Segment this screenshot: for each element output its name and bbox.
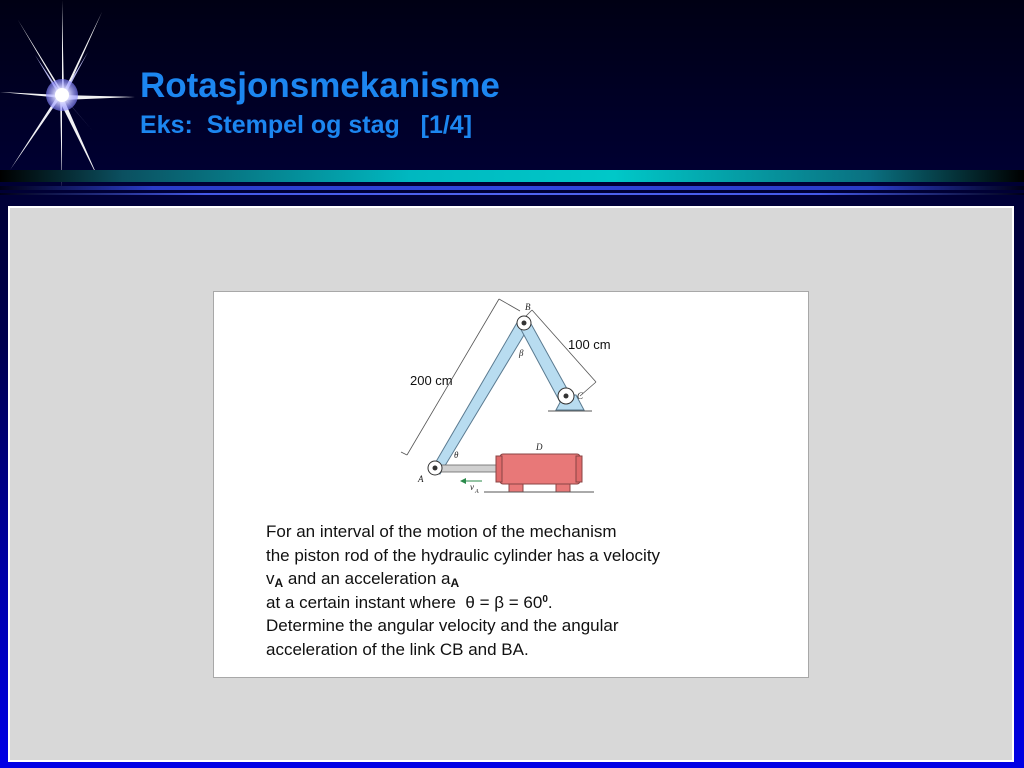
mechanism-diagram xyxy=(214,292,808,507)
label-theta: θ xyxy=(454,450,459,460)
problem-line: For an interval of the motion of the mechanism xyxy=(266,522,617,541)
problem-statement xyxy=(266,520,796,661)
header-divider-bar xyxy=(0,170,1024,182)
label-beta: β xyxy=(519,348,524,358)
label-point-c: C xyxy=(577,391,584,401)
problem-line: Determine the angular velocity and the angular xyxy=(266,616,619,635)
slide-title: Rotasjonsmekanisme xyxy=(140,66,500,105)
label-cylinder-d: D xyxy=(536,442,543,452)
label-velocity-sub: A xyxy=(475,489,479,495)
problem-line: acceleration of the link CB and BA. xyxy=(266,639,529,659)
label-point-b: B xyxy=(525,302,531,312)
problem-line: at a certain instant where $\theta = \beta = 60^0$. xyxy=(266,592,553,612)
dimension-label-ab: 200 cm xyxy=(410,373,453,388)
hydraulic-cylinder xyxy=(500,454,580,484)
dimension-label-bc: 100 cm xyxy=(568,337,611,352)
header-divider-line xyxy=(0,193,1024,195)
problem-line: $v_A$ and an acceleration $a_A$ xyxy=(266,569,460,590)
star-burst-icon xyxy=(0,0,140,190)
link-ab xyxy=(430,321,530,474)
problem-line: the piston rod of the hydraulic cylinder has a velocity xyxy=(266,545,661,565)
label-velocity: v xyxy=(470,482,474,492)
label-point-a: A xyxy=(418,474,424,484)
mechanism-figure xyxy=(213,291,809,678)
header-divider-thin-bar xyxy=(0,186,1024,190)
piston-rod xyxy=(436,465,500,472)
slide-subtitle: Eks: Stempel og stag [1/4] xyxy=(140,111,473,139)
